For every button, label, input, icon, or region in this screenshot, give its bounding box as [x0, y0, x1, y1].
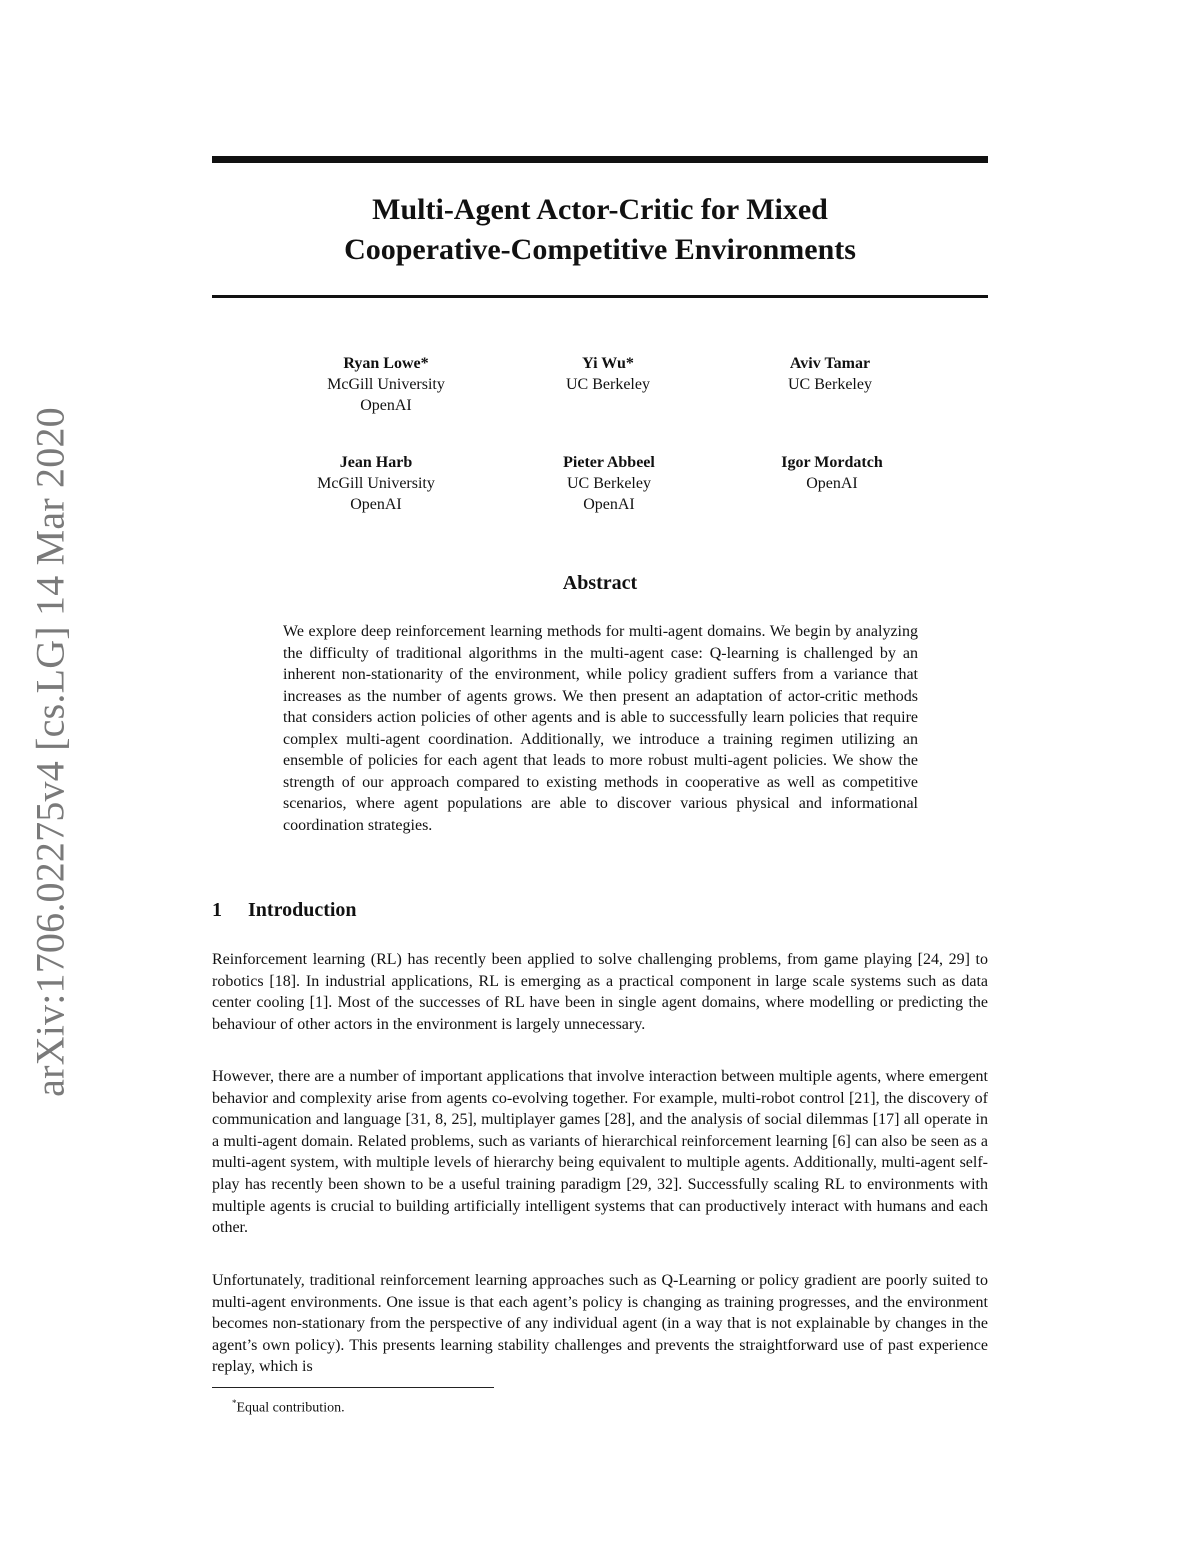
section-number: 1: [212, 899, 222, 921]
abstract-body: We explore deep reinforcement learning methods for multi-agent domains. We begin by analyzing the difficulty of traditional algorithms in the multi-agent case: Q-learning is challenged by an inherent non-stationarity of the environment, while policy gradient suffers from a variance that increases as the number of agents grows. We then present an adaptation of actor-critic methods that considers action policies of other agents and is able to successfully learn policies that require complex multi-agent coordination. Additionally, we introduce a training regimen utilizing an ensemble of policies for each agent that leads to more robust multi-agent policies. We show the strength of our approach compared to existing methods in cooperative as well as competitive scenarios, where agent populations are able to discover various physical and informational coordination strategies.: [283, 623, 918, 834]
author-name: Igor Mordatch: [781, 454, 883, 471]
arxiv-identifier-stamp: arXiv:1706.02275v4 [cs.LG] 14 Mar 2020: [27, 407, 73, 1097]
title-top-rule: [212, 156, 988, 163]
section-heading: [212, 899, 357, 922]
author-block: [266, 452, 486, 515]
paper-title-line-2: Cooperative-Competitive Environments: [344, 233, 856, 266]
author-affiliation: UC Berkeley: [566, 376, 650, 393]
author-name: Ryan Lowe*: [343, 355, 429, 372]
author-name: Yi Wu*: [582, 355, 634, 372]
author-affiliation: McGill University: [317, 475, 435, 492]
section-title: Introduction: [248, 899, 357, 921]
author-affiliation: UC Berkeley: [567, 475, 651, 492]
author-affiliation: OpenAI: [360, 397, 412, 414]
title-bottom-rule: [212, 295, 988, 298]
paper-title-line-1: Multi-Agent Actor-Critic for Mixed: [372, 193, 828, 226]
author-block: [722, 452, 942, 494]
author-affiliation: McGill University: [327, 376, 445, 393]
author-block: [498, 353, 718, 395]
author-block: [720, 353, 940, 395]
footnote-text: Equal contribution.: [236, 1400, 345, 1416]
footnote-mark: *: [232, 1398, 237, 1408]
author-name: Jean Harb: [339, 454, 413, 471]
intro-paragraph-1: Reinforcement learning (RL) has recently been applied to solve challenging problems, from game playing [24, 29] to robotics [18]. In industrial applications, RL is emerging as a practical component in large scale systems such as data center cooling [1]. Most of the successes of RL have been in single agent domains, where modelling or predicting the behaviour of other actors in the environment is largely unnecessary.: [212, 951, 988, 1033]
abstract-heading: Abstract: [562, 572, 638, 594]
author-affiliation: OpenAI: [583, 496, 635, 513]
intro-paragraph-2: However, there are a number of important applications that involve interaction between multiple agents, where emergent behavior and complexity arise from agents co-evolving together. For example, multi-robot control [21], the discovery of communication and language [31, 8, 25], multiplayer games [28], and the analysis of social dilemmas [17] all operate in a multi-agent domain. Related problems, such as variants of hierarchical reinforcement learning [6] can also be seen as a multi-agent system, with multiple levels of hierarchy being equivalent to multiple agents. Additionally, multi-agent self-play has recently been shown to be a useful training paradigm [29, 32]. Successfully scaling RL to environments with multiple agents is crucial to building artificially intelligent systems that can productively interact with humans and each other.: [212, 1068, 988, 1237]
author-name: Aviv Tamar: [789, 355, 871, 372]
intro-paragraph-3: Unfortunately, traditional reinforcement learning approaches such as Q-Learning or policy gradient are poorly suited to multi-agent environments. One issue is that each agent’s policy is changing as training progresses, and the environment becomes non-stationary from the perspective of any individual agent (in a way that is not explainable by changes in the agent’s own policy). This presents learning stability challenges and prevents the straightforward use of past experience replay, which is: [212, 1272, 988, 1376]
author-block: [276, 353, 496, 416]
author-affiliation: UC Berkeley: [788, 376, 872, 393]
author-block: [499, 452, 719, 515]
paper-title: [212, 190, 988, 270]
author-name: Pieter Abbeel: [563, 454, 655, 471]
author-affiliation: OpenAI: [350, 496, 402, 513]
footnote-rule: [212, 1387, 494, 1388]
footnote: [232, 1394, 345, 1418]
author-affiliation: OpenAI: [806, 475, 858, 492]
